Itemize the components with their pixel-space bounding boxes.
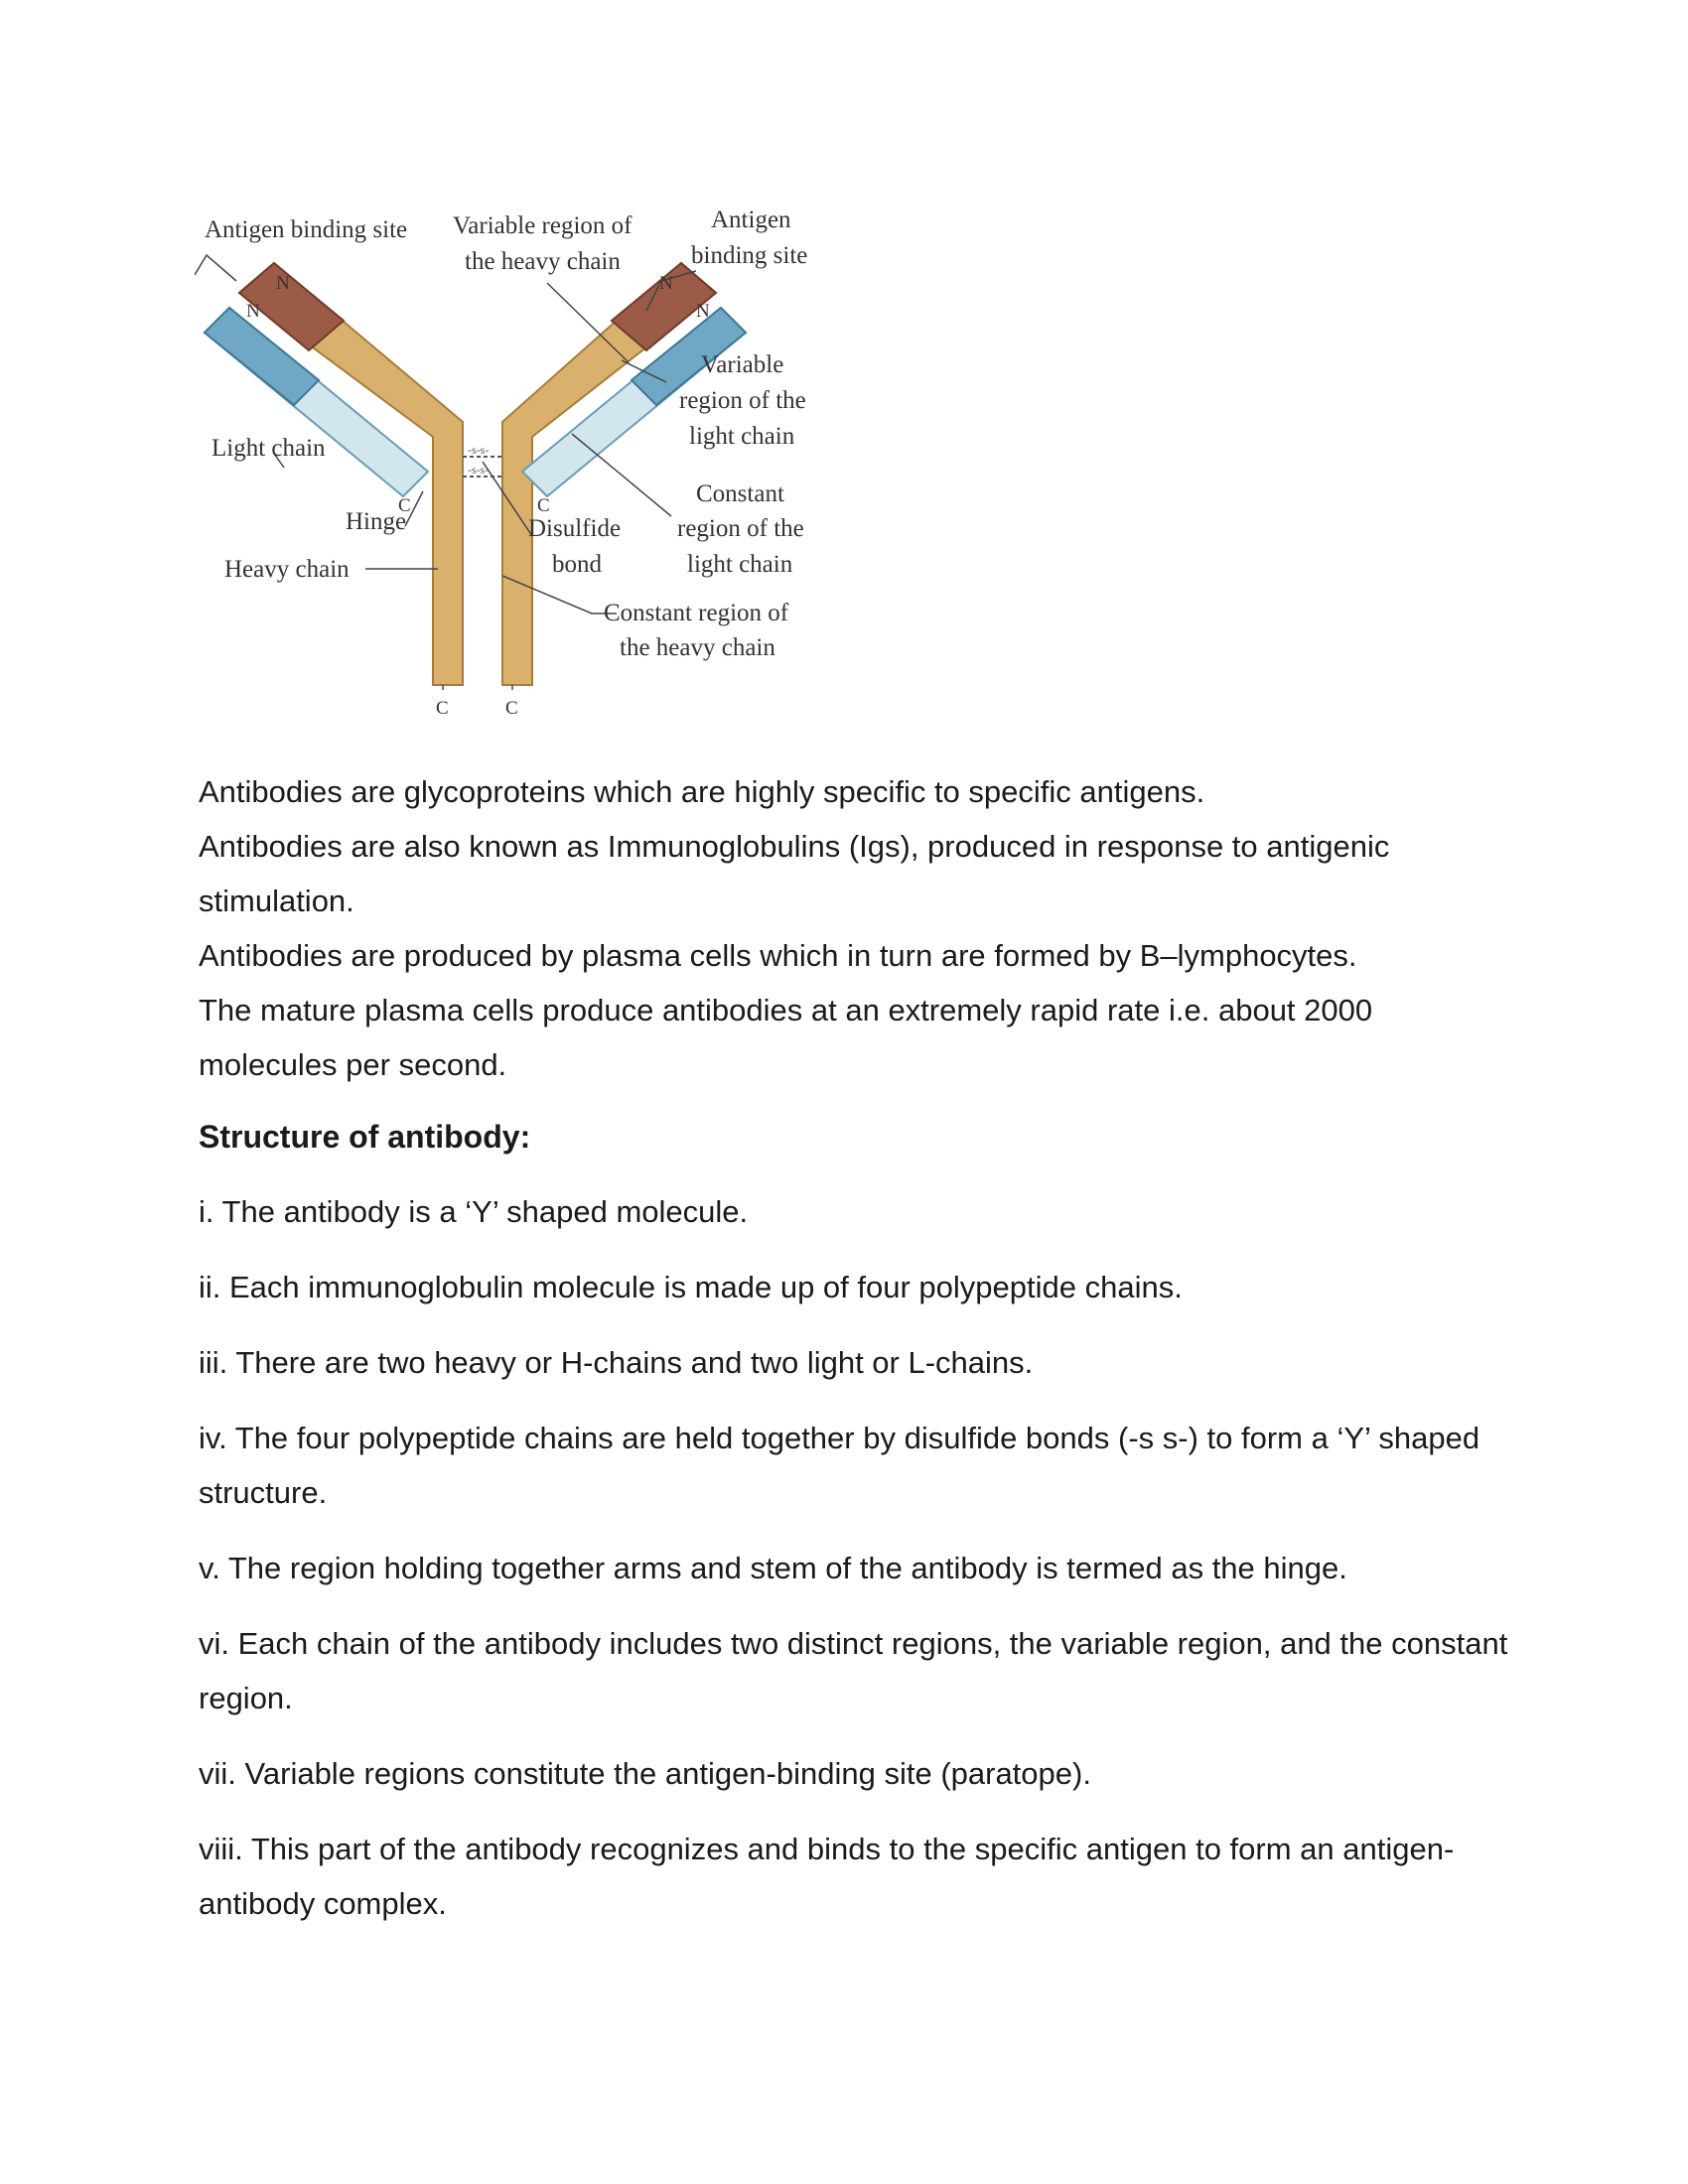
n-term-heavy-right: N: [659, 273, 673, 294]
label-constant-heavy-2: the heavy chain: [620, 634, 775, 661]
label-light-chain: Light chain: [211, 435, 326, 462]
label-antigen-right-2: binding site: [691, 242, 808, 269]
antibody-diagram-svg: [195, 194, 850, 725]
point-5: v. The region holding together arms and stem of the antibody is termed as the hinge.: [199, 1551, 1347, 1585]
point-3: iii. There are two heavy or H-chains and two light or L-chains.: [199, 1345, 1034, 1380]
c-term-light-left: C: [398, 495, 411, 516]
intro-line-1: Antibodies are glycoproteins which are highly specific to specific antigens.: [199, 774, 1205, 809]
intro-section: [199, 764, 1509, 1092]
label-antigen-right-1: Antigen: [711, 206, 791, 233]
ss-label-1: -s-s-: [468, 443, 490, 457]
label-hinge: Hinge: [346, 508, 407, 535]
c-term-heavy-left: C: [436, 698, 449, 719]
point-6: vi. Each chain of the antibody includes two distinct regions, the variable region, and the constant region.: [199, 1626, 1508, 1715]
antibody-diagram: [195, 194, 850, 725]
pointer-antigen-left: [195, 255, 236, 281]
document-body: [199, 764, 1509, 1952]
n-term-light-right: N: [696, 301, 710, 322]
ss-label-2: -s-s-: [468, 463, 490, 477]
label-variable-light-1: Variable: [701, 351, 784, 378]
label-variable-light-3: light chain: [689, 423, 795, 450]
label-constant-heavy-1: Constant region of: [604, 600, 789, 626]
point-7: vii. Variable regions constitute the antigen-binding site (paratope).: [199, 1756, 1091, 1791]
n-term-heavy-left: N: [276, 273, 290, 294]
label-antigen-binding-site-left: Antigen binding site: [205, 216, 408, 243]
structure-points: [199, 1184, 1509, 1931]
label-variable-heavy-1: Variable region of: [453, 212, 633, 239]
c-term-heavy-right: C: [505, 698, 518, 719]
section-heading: Structure of antibody:: [199, 1119, 531, 1155]
intro-line-3: Antibodies are produced by plasma cells which in turn are formed by B–lymphocytes.: [199, 938, 1357, 973]
label-disulfide-2: bond: [552, 551, 602, 578]
label-constant-light-3: light chain: [687, 551, 793, 578]
heavy-chain-left: [239, 263, 463, 685]
point-4: iv. The four polypeptide chains are held together by disulfide bonds (-s s-) to form a ‘Y’ shaped structure.: [199, 1421, 1480, 1510]
point-1: i. The antibody is a ‘Y’ shaped molecule.: [199, 1194, 749, 1229]
label-variable-heavy-2: the heavy chain: [465, 248, 621, 275]
n-term-light-left: N: [246, 301, 260, 322]
c-term-light-right: C: [537, 495, 550, 516]
point-8: viii. This part of the antibody recognizes and binds to the specific antigen to form an antigen-antibody complex.: [199, 1832, 1455, 1921]
pointer-constant-light: [572, 434, 671, 516]
label-constant-light-1: Constant: [696, 480, 784, 507]
label-constant-light-2: region of the: [677, 515, 804, 542]
label-disulfide-1: Disulfide: [528, 515, 622, 542]
intro-line-2: Antibodies are also known as Immunoglobulins (Igs), produced in response to antigenic stimulation.: [199, 829, 1390, 918]
label-heavy-chain: Heavy chain: [224, 556, 350, 583]
point-2: ii. Each immunoglobulin molecule is made up of four polypeptide chains.: [199, 1270, 1183, 1304]
label-variable-light-2: region of the: [679, 387, 806, 414]
intro-line-4: The mature plasma cells produce antibodies at an extremely rapid rate i.e. about 2000 molecules per second.: [199, 993, 1373, 1082]
